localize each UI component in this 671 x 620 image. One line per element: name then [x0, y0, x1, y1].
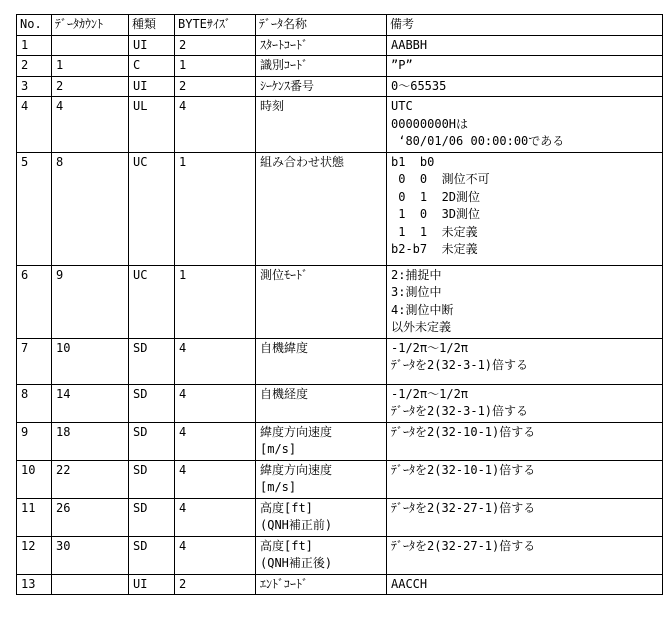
cell-byte-size: 4 — [175, 338, 256, 384]
cell-byte-size: 1 — [175, 56, 256, 77]
cell-byte-size: 4 — [175, 536, 256, 574]
cell-type: C — [129, 56, 175, 77]
cell-data-count: 26 — [52, 498, 129, 536]
cell-remarks: AABBH — [387, 35, 663, 56]
cell-data-count: 22 — [52, 460, 129, 498]
cell-byte-size: 4 — [175, 460, 256, 498]
cell-type: UI — [129, 574, 175, 595]
cell-type: SD — [129, 536, 175, 574]
cell-no: 5 — [17, 152, 52, 265]
cell-remarks: ﾃﾞｰﾀを2(32-10-1)倍する — [387, 422, 663, 460]
cell-type: UL — [129, 97, 175, 153]
table-row — [17, 338, 663, 384]
cell-data-name: 自機緯度 — [256, 338, 387, 384]
cell-byte-size: 4 — [175, 97, 256, 153]
cell-data-count: 18 — [52, 422, 129, 460]
cell-type: UI — [129, 35, 175, 56]
cell-data-name: 測位ﾓｰﾄﾞ — [256, 265, 387, 338]
table-body — [17, 35, 663, 595]
header-byte-size: BYTEｻｲｽﾞ — [175, 15, 256, 36]
table-row — [17, 574, 663, 595]
cell-type: UC — [129, 265, 175, 338]
cell-no: 9 — [17, 422, 52, 460]
cell-no: 13 — [17, 574, 52, 595]
cell-remarks: ”P” — [387, 56, 663, 77]
cell-no: 4 — [17, 97, 52, 153]
header-row — [17, 15, 663, 36]
cell-data-name: 高度[ft] (QNH補正前) — [256, 498, 387, 536]
cell-no: 8 — [17, 384, 52, 422]
table-row — [17, 422, 663, 460]
cell-byte-size: 2 — [175, 35, 256, 56]
cell-no: 2 — [17, 56, 52, 77]
table-row — [17, 265, 663, 338]
cell-data-count — [52, 35, 129, 56]
table-row — [17, 76, 663, 97]
header-remarks: 備考 — [387, 15, 663, 36]
table-row — [17, 35, 663, 56]
cell-data-count: 4 — [52, 97, 129, 153]
cell-remarks: ﾃﾞｰﾀを2(32-27-1)倍する — [387, 536, 663, 574]
data-format-table — [16, 14, 663, 595]
cell-remarks: ﾃﾞｰﾀを2(32-27-1)倍する — [387, 498, 663, 536]
cell-data-name: ｴﾝﾄﾞｺｰﾄﾞ — [256, 574, 387, 595]
cell-data-name: 組み合わせ状態 — [256, 152, 387, 265]
cell-no: 11 — [17, 498, 52, 536]
cell-data-count: 8 — [52, 152, 129, 265]
cell-data-count: 1 — [52, 56, 129, 77]
cell-data-count — [52, 574, 129, 595]
table-row — [17, 536, 663, 574]
cell-data-name: 緯度方向速度 [m/s] — [256, 460, 387, 498]
cell-data-name: 時刻 — [256, 97, 387, 153]
cell-data-count: 2 — [52, 76, 129, 97]
cell-remarks: -1/2π～1/2π ﾃﾞｰﾀを2(32-3-1)倍する — [387, 384, 663, 422]
cell-data-name: 識別ｺｰﾄﾞ — [256, 56, 387, 77]
cell-data-name: ｽﾀｰﾄｺｰﾄﾞ — [256, 35, 387, 56]
cell-no: 6 — [17, 265, 52, 338]
cell-data-name: 自機経度 — [256, 384, 387, 422]
cell-data-count: 9 — [52, 265, 129, 338]
cell-remarks: 0～65535 — [387, 76, 663, 97]
cell-data-count: 30 — [52, 536, 129, 574]
cell-remarks: b1 b0 0 0 測位不可 0 1 2D測位 1 0 3D測位 1 1 未定義 b2-b7 未定義 — [387, 152, 663, 265]
cell-byte-size: 1 — [175, 152, 256, 265]
cell-remarks: ﾃﾞｰﾀを2(32-10-1)倍する — [387, 460, 663, 498]
cell-remarks: 2:捕捉中 3:測位中 4:測位中断 以外未定義 — [387, 265, 663, 338]
cell-remarks: UTC 00000000Hは ‘80/01/06 00:00:00である — [387, 97, 663, 153]
cell-no: 12 — [17, 536, 52, 574]
cell-type: SD — [129, 498, 175, 536]
cell-no: 7 — [17, 338, 52, 384]
cell-type: SD — [129, 338, 175, 384]
cell-byte-size: 1 — [175, 265, 256, 338]
cell-byte-size: 4 — [175, 384, 256, 422]
cell-type: SD — [129, 460, 175, 498]
cell-byte-size: 2 — [175, 76, 256, 97]
cell-no: 1 — [17, 35, 52, 56]
header-data-count: ﾃﾞｰﾀｶｳﾝﾄ — [52, 15, 129, 36]
table-row — [17, 97, 663, 153]
cell-type: SD — [129, 384, 175, 422]
cell-byte-size: 2 — [175, 574, 256, 595]
cell-data-count: 10 — [52, 338, 129, 384]
table-row — [17, 152, 663, 265]
cell-data-name: 緯度方向速度 [m/s] — [256, 422, 387, 460]
table-row — [17, 384, 663, 422]
header-data-name: ﾃﾞｰﾀ名称 — [256, 15, 387, 36]
cell-data-name: 高度[ft] (QNH補正後) — [256, 536, 387, 574]
table-row — [17, 56, 663, 77]
cell-data-name: ｼｰｹﾝｽ番号 — [256, 76, 387, 97]
cell-no: 3 — [17, 76, 52, 97]
cell-remarks: AACCH — [387, 574, 663, 595]
header-no: No. — [17, 15, 52, 36]
header-type: 種類 — [129, 15, 175, 36]
cell-type: UI — [129, 76, 175, 97]
cell-byte-size: 4 — [175, 498, 256, 536]
cell-byte-size: 4 — [175, 422, 256, 460]
cell-data-count: 14 — [52, 384, 129, 422]
cell-no: 10 — [17, 460, 52, 498]
cell-type: UC — [129, 152, 175, 265]
table-row — [17, 460, 663, 498]
cell-type: SD — [129, 422, 175, 460]
table-row — [17, 498, 663, 536]
cell-remarks: -1/2π～1/2π ﾃﾞｰﾀを2(32-3-1)倍する — [387, 338, 663, 384]
